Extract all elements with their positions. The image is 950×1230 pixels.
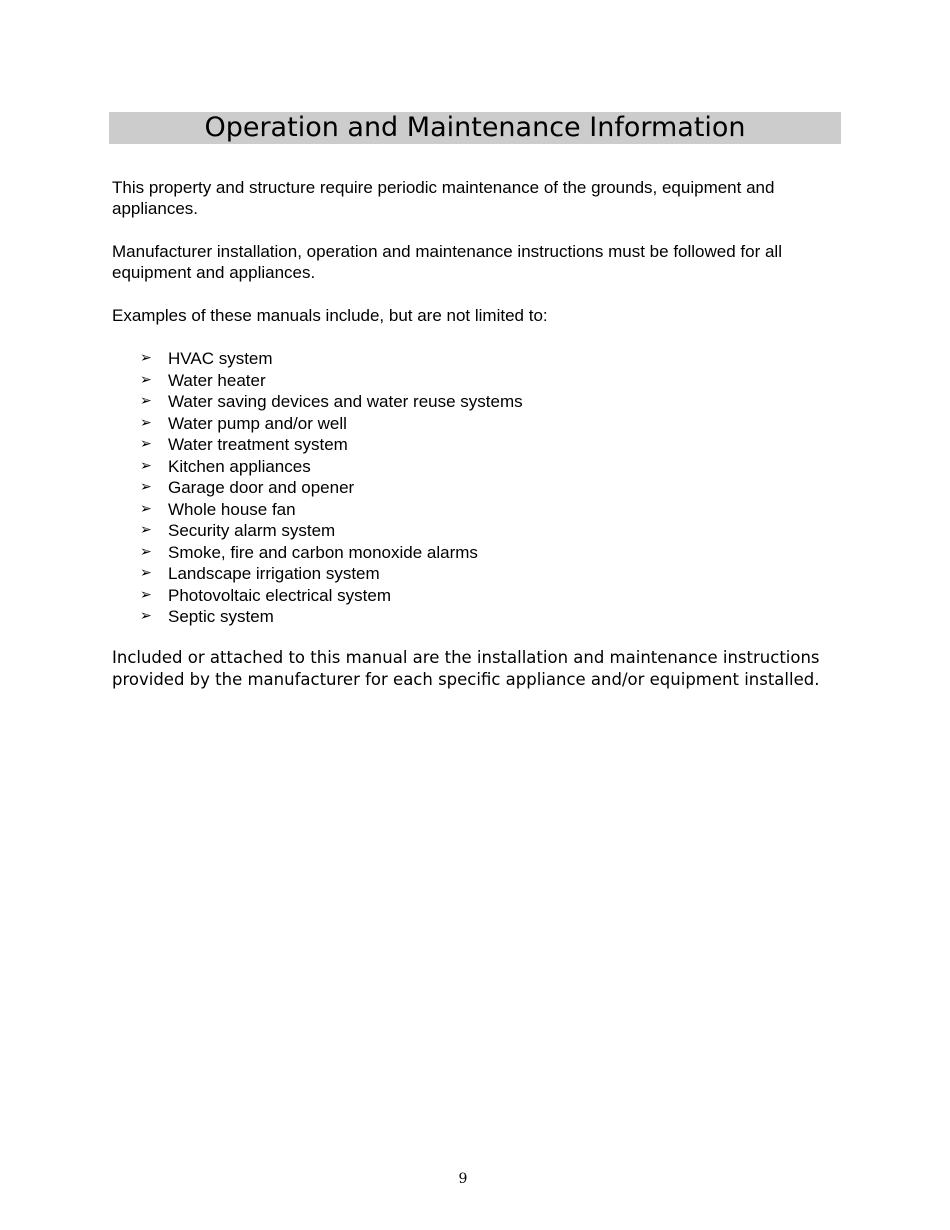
list-item-label: Water heater: [168, 370, 266, 390]
arrow-bullet-icon: ➢: [140, 543, 152, 560]
list-item-label: Septic system: [168, 607, 274, 626]
list-item: [140, 391, 523, 413]
list-item-label: Landscape irrigation system: [168, 564, 380, 583]
arrow-bullet-icon: ➢: [140, 500, 152, 517]
arrow-bullet-icon: ➢: [140, 586, 152, 603]
list-item-label: HVAC system: [168, 349, 273, 368]
arrow-bullet-icon: ➢: [140, 371, 152, 388]
arrow-bullet-icon: ➢: [140, 457, 152, 474]
arrow-bullet-icon: ➢: [140, 479, 152, 495]
instructions-paragraph: Manufacturer installation, operation and maintenance instructions must be followed for all equipment and appliances.: [112, 242, 782, 282]
list-item: [140, 348, 523, 370]
list-item-label: Security alarm system: [168, 521, 336, 540]
page-title: Operation and Maintenance Information: [204, 112, 746, 143]
list-item-label: Garage door and opener: [168, 478, 355, 497]
list-item: [140, 434, 523, 456]
list-item-label: Water saving devices and water reuse systems: [168, 392, 523, 411]
arrow-bullet-icon: ➢: [140, 350, 152, 366]
list-item: [140, 499, 523, 521]
list-item: [140, 413, 523, 435]
list-item: [140, 585, 523, 607]
list-item-label: Kitchen appliances: [168, 456, 311, 476]
arrow-bullet-icon: ➢: [140, 414, 152, 431]
list-item-label: Smoke, fire and carbon monoxide alarms: [168, 542, 478, 562]
arrow-bullet-icon: ➢: [140, 522, 152, 538]
list-item-label: Whole house fan: [168, 499, 296, 519]
list-item: [140, 456, 523, 478]
list-item: [140, 520, 523, 542]
intro-paragraph: This property and structure require periodic maintenance of the grounds, equipment and appliances.: [112, 178, 775, 218]
arrow-bullet-icon: ➢: [140, 565, 152, 581]
page-number: 9: [458, 1171, 468, 1187]
list-item-label: Water pump and/or well: [168, 413, 347, 433]
arrow-bullet-icon: ➢: [140, 436, 152, 452]
closing-paragraph: Included or attached to this manual are the installation and maintenance instructions provided by the manufacturer for each specific appliance and/or equipment installed.: [112, 648, 820, 689]
manual-examples-list: [140, 348, 523, 628]
title-band: [109, 112, 841, 144]
list-item: [140, 477, 523, 499]
list-item: [140, 606, 523, 628]
examples-lead-paragraph: Examples of these manuals include, but are not limited to:: [112, 306, 548, 325]
arrow-bullet-icon: ➢: [140, 393, 152, 409]
list-item-label: Water treatment system: [168, 435, 348, 454]
list-item-label: Photovoltaic electrical system: [168, 585, 391, 605]
arrow-bullet-icon: ➢: [140, 608, 152, 624]
list-item: [140, 370, 523, 392]
list-item: [140, 542, 523, 564]
list-item: [140, 563, 523, 585]
